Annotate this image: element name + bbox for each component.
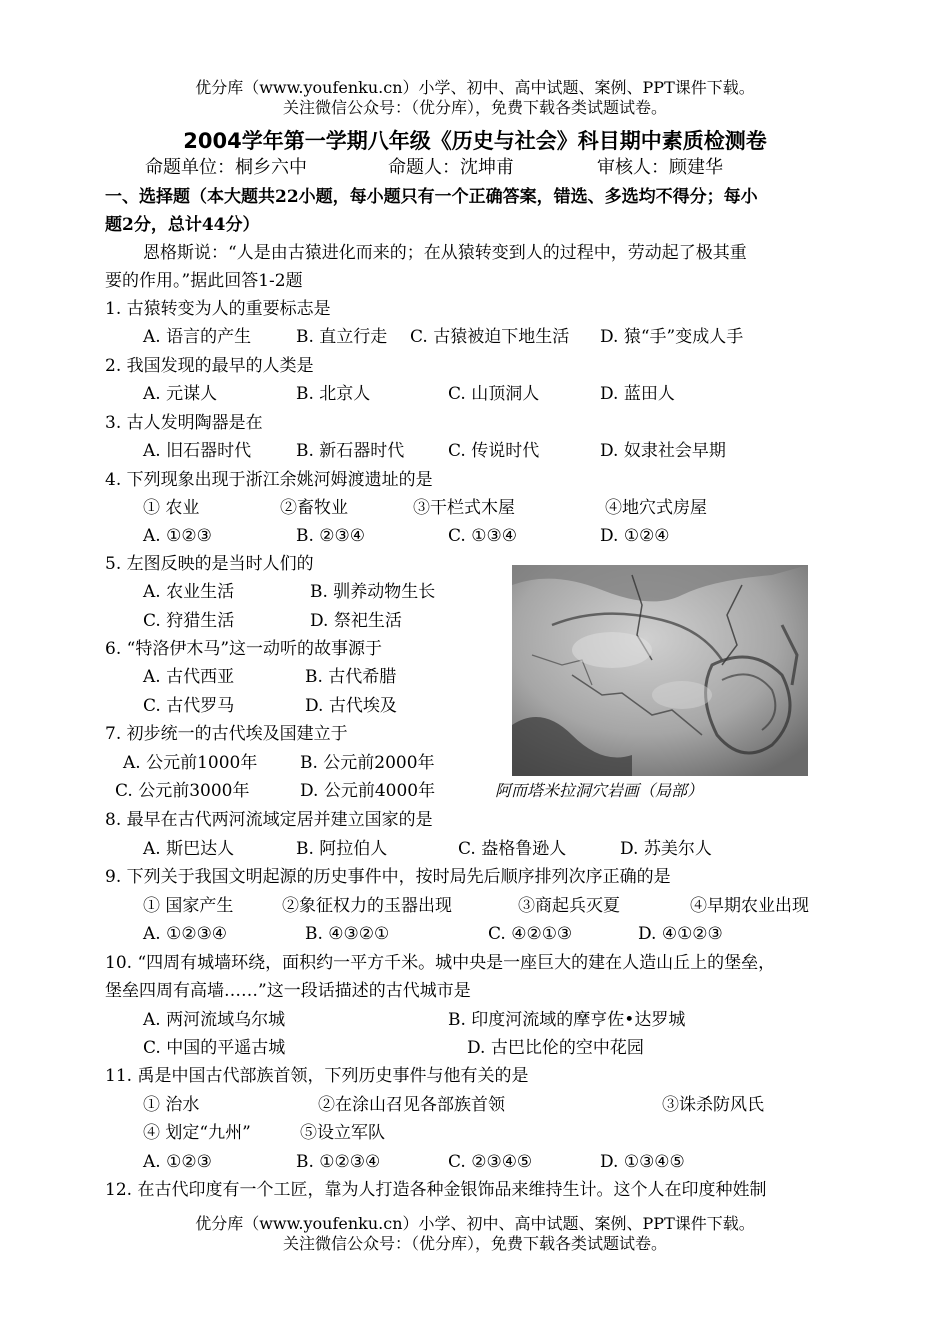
q11-item-5: ⑤设立军队 xyxy=(300,1123,385,1143)
intro-line-1: 恩格斯说：“人是由古猿进化而来的；在从猿转变到人的过程中，劳动起了极其重 xyxy=(143,243,747,263)
header-line-2: 关注微信公众号：（优分库），免费下载各类试题试卷。 xyxy=(282,98,667,117)
q11-item-3: ③诛杀防风氏 xyxy=(662,1095,764,1115)
q4-option-b: B. ②③④ xyxy=(296,526,366,546)
q11-item-1: ① 治水 xyxy=(143,1095,200,1115)
q10-option-d: D. 古巴比伦的空中花园 xyxy=(467,1038,644,1058)
q5-option-a: A. 农业生活 xyxy=(143,582,235,602)
q3-option-c: C. 传说时代 xyxy=(448,441,540,461)
q3-stem: 3. 古人发明陶器是在 xyxy=(105,413,263,433)
q9-item-3: ③商起兵灭夏 xyxy=(518,896,620,916)
q2-option-c: C. 山顶洞人 xyxy=(448,384,540,404)
q9-option-c: C. ④②①③ xyxy=(488,924,573,944)
q4-item-3: ③干栏式木屋 xyxy=(413,498,515,518)
q5-option-d: D. 祭祀生活 xyxy=(310,611,402,631)
q6-stem: 6. “特洛伊木马”这一动听的故事源于 xyxy=(105,639,383,659)
q2-stem: 2. 我国发现的最早的人类是 xyxy=(105,356,314,376)
q1-option-a: A. 语言的产生 xyxy=(143,327,252,347)
q5-option-c: C. 狩猎生活 xyxy=(143,611,235,631)
header-line-1: 优分库（www.youfenku.cn）小学、初中、高中试题、案例、PPT课件下载。 xyxy=(195,78,755,97)
q9-item-4: ④早期农业出现 xyxy=(690,896,809,916)
figure-caption: 阿而塔米拉洞穴岩画（局部） xyxy=(495,781,704,800)
meta-reviewer: 审核人：顾建华 xyxy=(597,157,723,178)
q2-option-b: B. 北京人 xyxy=(296,384,371,404)
q11-option-d: D. ①③④⑤ xyxy=(600,1152,685,1172)
q9-item-1: ① 国家产生 xyxy=(143,896,234,916)
q4-stem: 4. 下列现象出现于浙江余姚河姆渡遗址的是 xyxy=(105,470,433,490)
q4-item-4: ④地穴式房屋 xyxy=(605,498,707,518)
q1-option-b: B. 直立行走 xyxy=(296,327,388,347)
q11-option-b: B. ①②③④ xyxy=(296,1152,381,1172)
q11-option-a: A. ①②③ xyxy=(143,1152,212,1172)
exam-title: 2004学年第一学期八年级《历史与社会》科目期中素质检测卷 xyxy=(183,129,767,153)
q5-stem: 5. 左图反映的是当时人们的 xyxy=(105,554,314,574)
q4-option-a: A. ①②③ xyxy=(143,526,212,546)
q11-item-4: ④ 划定“九州” xyxy=(143,1123,251,1143)
q9-option-a: A. ①②③④ xyxy=(143,924,228,944)
q9-item-2: ②象征权力的玉器出现 xyxy=(282,896,452,916)
q1-option-d: D. 猿“手”变成人手 xyxy=(600,327,744,347)
section-heading-line-2: 题2分，总计44分） xyxy=(105,215,260,235)
section-heading-line-1: 一、选择题（本大题共22小题，每小题只有一个正确答案，错选、多选均不得分；每小 xyxy=(105,187,758,207)
q6-option-d: D. 古代埃及 xyxy=(305,696,397,716)
q10-stem-line-1: 10. “四周有城墙环绕，面积约一平方千米。城中央是一座巨大的建在人造山丘上的堡垒， xyxy=(105,953,776,973)
q1-option-c: C. 古猿被迫下地生活 xyxy=(410,327,570,347)
q3-option-a: A. 旧石器时代 xyxy=(143,441,252,461)
q11-item-2: ②在涂山召见各部族首领 xyxy=(318,1095,505,1115)
q8-option-b: B. 阿拉伯人 xyxy=(296,839,388,859)
meta-author: 命题人：沈坤甫 xyxy=(388,157,514,178)
meta-unit: 命题单位：桐乡六中 xyxy=(145,157,307,178)
q11-option-c: C. ②③④⑤ xyxy=(448,1152,533,1172)
q6-option-b: B. 古代希腊 xyxy=(305,667,397,687)
q4-item-1: ① 农业 xyxy=(143,498,200,518)
q4-item-2: ②畜牧业 xyxy=(280,498,348,518)
q4-option-c: C. ①③④ xyxy=(448,526,517,546)
q10-stem-line-2: 堡垒四周有高墙……”这一段话描述的古代城市是 xyxy=(105,981,471,1001)
q7-option-b: B. 公元前2000年 xyxy=(300,753,435,773)
q8-option-c: C. 盎格鲁逊人 xyxy=(458,839,567,859)
q8-option-a: A. 斯巴达人 xyxy=(143,839,235,859)
q7-option-c: C. 公元前3000年 xyxy=(115,781,250,801)
q10-option-b: B. 印度河流域的摩亨佐•达罗城 xyxy=(448,1010,686,1030)
q10-option-a: A. 两河流域乌尔城 xyxy=(143,1010,286,1030)
q6-option-a: A. 古代西亚 xyxy=(143,667,235,687)
q11-stem: 11. 禹是中国古代部族首领，下列历史事件与他有关的是 xyxy=(105,1066,529,1086)
q12-stem: 12. 在古代印度有一个工匠，靠为人打造各种金银饰品来维持生计。这个人在印度种姓制 xyxy=(105,1180,767,1200)
q7-stem: 7. 初步统一的古代埃及国建立于 xyxy=(105,724,348,744)
q3-option-d: D. 奴隶社会早期 xyxy=(600,441,726,461)
q2-option-a: A. 元谋人 xyxy=(143,384,218,404)
q3-option-b: B. 新石器时代 xyxy=(296,441,405,461)
q10-option-c: C. 中国的平遥古城 xyxy=(143,1038,286,1058)
q8-stem: 8. 最早在古代两河流域定居并建立国家的是 xyxy=(105,810,433,830)
q5-option-b: B. 驯养动物生长 xyxy=(310,582,436,602)
q4-option-d: D. ①②④ xyxy=(600,526,670,546)
cave-painting-graphic xyxy=(512,565,808,776)
q1-stem: 1. 古猿转变为人的重要标志是 xyxy=(105,299,331,319)
intro-line-2: 要的作用。”据此回答1-2题 xyxy=(105,271,303,291)
footer-line-2: 关注微信公众号：（优分库），免费下载各类试题试卷。 xyxy=(282,1234,667,1253)
q8-option-d: D. 苏美尔人 xyxy=(620,839,712,859)
cave-painting-image xyxy=(512,565,808,776)
q9-option-b: B. ④③②① xyxy=(305,924,390,944)
q6-option-c: C. 古代罗马 xyxy=(143,696,235,716)
q9-stem: 9. 下列关于我国文明起源的历史事件中，按时局先后顺序排列次序正确的是 xyxy=(105,867,671,887)
footer-line-1: 优分库（www.youfenku.cn）小学、初中、高中试题、案例、PPT课件下载。 xyxy=(195,1214,755,1233)
q2-option-d: D. 蓝田人 xyxy=(600,384,675,404)
q7-option-a: A. 公元前1000年 xyxy=(123,753,258,773)
q7-option-d: D. 公元前4000年 xyxy=(300,781,436,801)
q9-option-d: D. ④①②③ xyxy=(638,924,723,944)
